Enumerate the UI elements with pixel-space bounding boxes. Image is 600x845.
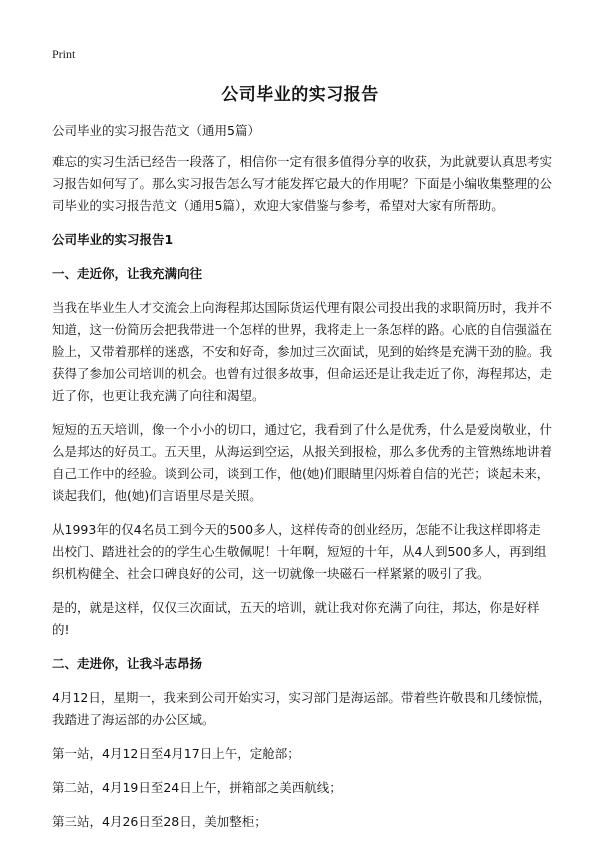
print-link[interactable]: Print xyxy=(52,47,76,61)
intro-paragraph: 难忘的实习生活已经告一段落了，相信你一定有很多值得分享的收获，为此就要认真思考实习报告如何写了。那么实习报告怎么写才能发挥它最大的作用呢？下面是小编收集整理的公司毕业的实习报告范文（通用5篇），欢迎大家借鉴与参考，希望对大家有所帮助。 xyxy=(52,154,553,213)
paragraph: 当我在毕业生人才交流会上向海程邦达国际货运代理有限公司投出我的求职简历时，我并不知道，这一份简历会把我带进一个怎样的世界，我将走上一条怎样的路。心底的自信强溢在脸上，又带着那样的迷惑，不安和好奇，参加过三次面试，见到的始终是充满干劲的脸。我获得了参加公司培训的机会。也曾有过很多故事，但命运还是让我走近了你，海程邦达，走近了你，也更让我充满了向往和渴望。 xyxy=(52,300,553,403)
station-item: 第二站，4月19日至24日上午，拼箱部之美西航线； xyxy=(52,780,342,795)
report-heading: 公司毕业的实习报告1 xyxy=(52,232,174,247)
document-subtitle: 公司毕业的实习报告范文（通用5篇） xyxy=(52,123,260,138)
paragraph: 4月12日，星期一，我来到公司开始实习，实习部门是海运部。带着些许敬畏和几缕惊慌，我踏进了海运部的办公区域。 xyxy=(52,690,551,727)
paragraph: 是的，就是这样，仅仅三次面试，五天的培训，就让我对你充满了向往，邦达，你是好样的! xyxy=(52,600,540,637)
station-item: 第三站，4月26日至28日，美加整柜； xyxy=(52,814,267,829)
paragraph: 短短的五天培训，像一个小小的切口，通过它，我看到了什么是优秀，什么是爱岗敬业，什么是邦达的好员工。五天里，从海运到空运，从报关到报检，那么多优秀的主管熟练地讲着自己工作中的经验。谈到公司，谈到工作，他(她)们眼睛里闪烁着自信的光芒；谈起未来，谈起我们，他(她)们言语里尽是关照。 xyxy=(52,422,553,503)
station-item: 第一站，4月12日至4月17日上午，定舱部； xyxy=(52,746,300,761)
section-heading-1: 一、走近你，让我充满向往 xyxy=(52,266,203,281)
paragraph: 从1993年的仅4名员工到今天的500多人，这样传奇的创业经历，怎能不让我这样即将走出校门、踏进社会的的学生心生敬佩呢！十年啊，短短的十年，从4人到500多人，再到组织机构健全、社会口碑良好的公司，这一切就像一块磁石一样紧紧的吸引了我。 xyxy=(52,522,547,581)
section-heading-2: 二、走进你，让我斗志昂扬 xyxy=(52,656,203,671)
page-title: 公司毕业的实习报告 xyxy=(221,85,379,105)
document-body xyxy=(52,120,552,845)
